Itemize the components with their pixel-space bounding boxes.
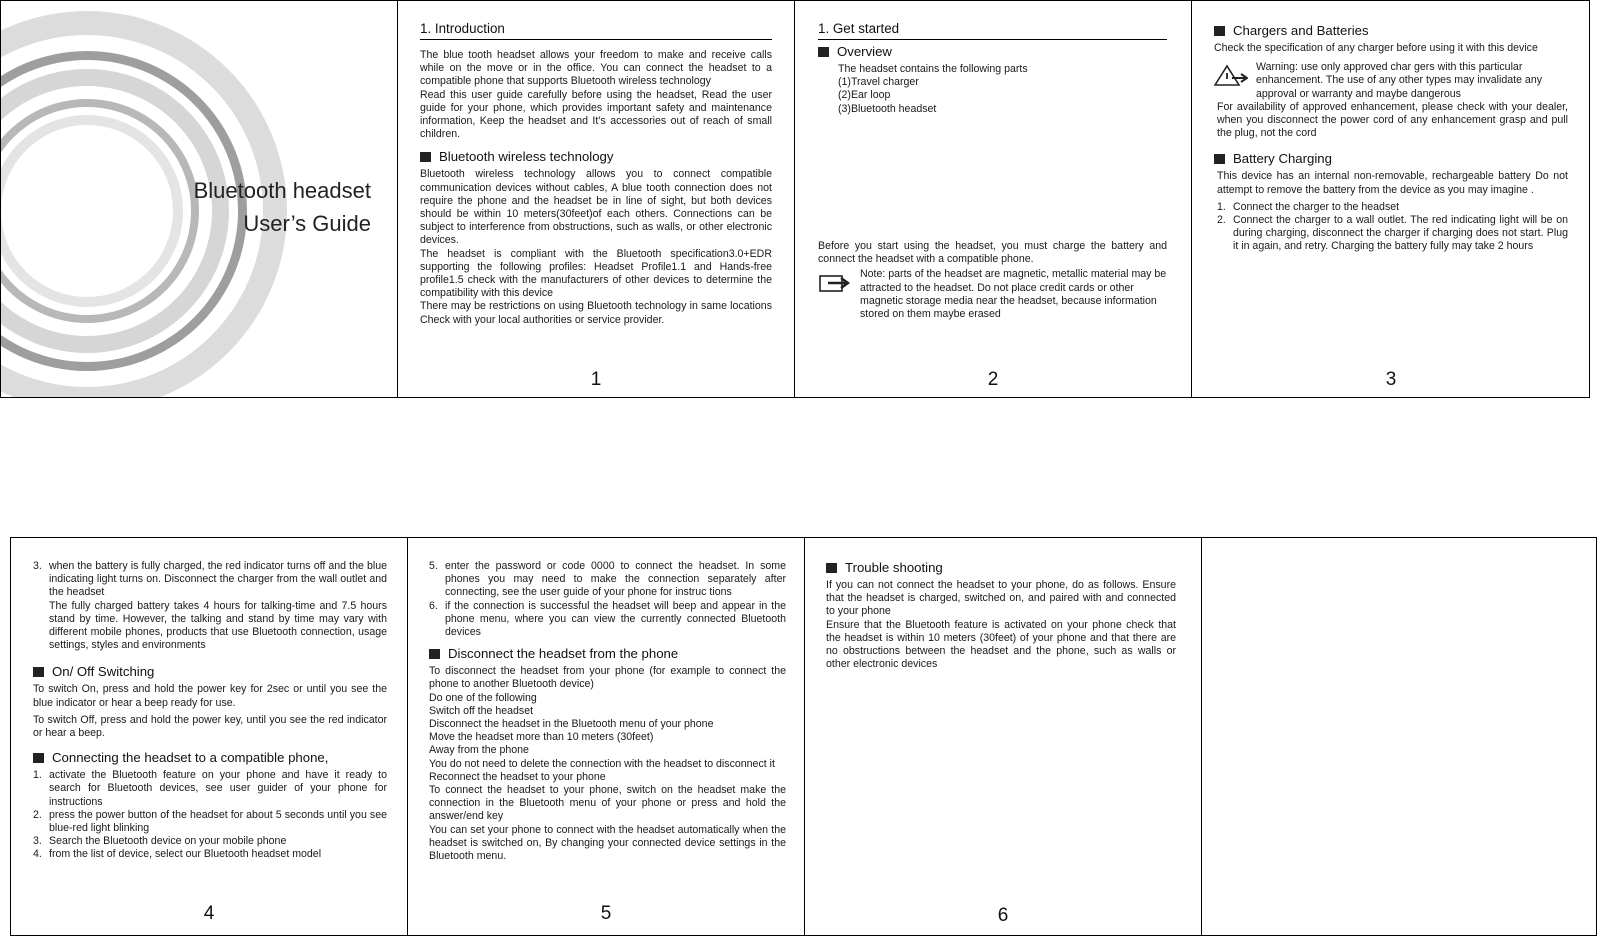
step-number: 4. bbox=[33, 848, 42, 861]
paragraph: Reconnect the headset to your phone bbox=[429, 770, 606, 783]
square-bullet-icon bbox=[33, 667, 44, 677]
note-icon bbox=[818, 270, 852, 296]
step-number: 5. bbox=[429, 560, 438, 572]
list-item bbox=[33, 848, 387, 861]
warning-text: Warning: use only approved char gers with this particular enhancement. The use of any other types may invalidate any approval or warranty and maybe dangerous bbox=[1256, 61, 1543, 100]
note-callout bbox=[818, 268, 1167, 321]
page-number: 1 bbox=[590, 369, 602, 390]
section-title: Disconnect the headset from the phone bbox=[448, 646, 679, 662]
list-item: (2)Ear loop bbox=[838, 89, 891, 102]
note-text: Note: parts of the headset are magnetic, metallic material may be attracted to the headset. Do not place credit cards or other magnetic storage media near the headset, because information stored on them maybe erased bbox=[860, 268, 1167, 321]
step-number: 1. bbox=[33, 769, 42, 782]
paragraph: Do one of the following bbox=[429, 691, 537, 704]
list-item bbox=[33, 769, 387, 809]
page-4 bbox=[11, 538, 407, 935]
page-number: 2 bbox=[987, 369, 999, 390]
paragraph: You do not need to delete the connection with the headset to disconnect it bbox=[429, 757, 775, 770]
warning-icon bbox=[1214, 63, 1248, 89]
step-text: Search the Bluetooth device on your mobile phone bbox=[49, 835, 287, 848]
paragraph: Away from the phone bbox=[429, 744, 529, 757]
section-heading bbox=[826, 560, 1176, 576]
paragraph: There may be restrictions on using Bluetooth technology in same locations Check with your local authorities or service provider. bbox=[420, 300, 772, 326]
list-item bbox=[1217, 201, 1568, 214]
paragraph: Bluetooth wireless technology allows you to connect compatible communication devices without cables, A blue tooth connection does not require the phone and the headset be in line of sight, but both devices should be within 10 meters(30feet)of each others. Connections can be subject to interference from obstructions, such as walls, or other electronic devices. bbox=[420, 168, 772, 247]
bottom-sheet bbox=[10, 537, 1597, 936]
paragraph: To disconnect the headset from your phone (for example to connect the phone to another Bluetooth device) bbox=[429, 665, 786, 691]
section-title: Battery Charging bbox=[1233, 151, 1332, 167]
paragraph: If you can not connect the headset to your phone, do as follows. Ensure that the headset is charged, switched on, and paired with and connected to your phone bbox=[826, 579, 1176, 618]
section-heading bbox=[429, 646, 786, 662]
step-text: Connect the charger to the headset bbox=[1233, 200, 1400, 213]
list-item: (1)Travel charger bbox=[838, 76, 919, 89]
square-bullet-icon bbox=[420, 152, 431, 162]
step-number: 3. bbox=[33, 835, 42, 848]
blank-panel bbox=[1202, 538, 1597, 935]
list-item bbox=[33, 560, 387, 600]
list-item bbox=[33, 835, 387, 848]
paragraph: The headset is compliant with the Bluetooth specification3.0+EDR supporting the following profiles: Headset Profile1.1 and Hands-free profile1.5 check with the manufacturers of other devices to determine the compatibility with this device bbox=[420, 247, 772, 300]
list-item bbox=[429, 560, 786, 600]
paragraph: Move the headset more than 10 meters (30feet) bbox=[429, 731, 654, 744]
cover-panel bbox=[1, 1, 397, 397]
page-3 bbox=[1192, 1, 1590, 397]
page-number: 5 bbox=[600, 903, 612, 924]
section-heading bbox=[1214, 23, 1568, 39]
list-item: (3)Bluetooth headset bbox=[838, 102, 937, 115]
square-bullet-icon bbox=[826, 563, 837, 573]
step-text: enter the password or code 0000 to connect the headset. In some phones you may need to make the connection separately after connecting, see the user guide of your phone for instruc tions bbox=[445, 560, 786, 599]
square-bullet-icon bbox=[818, 47, 829, 57]
cover-title-line1: Bluetooth headset bbox=[193, 178, 371, 203]
cover-title-line2: User’s Guide bbox=[243, 211, 371, 236]
paragraph: The fully charged battery takes 4 hours for talking-time and 7.5 hours stand by time. However, the talking and stand by time may vary with different mobile phones, products that use Bluetooth connection, usage settings, styles and environments bbox=[49, 599, 387, 652]
section-title: Bluetooth wireless technology bbox=[439, 149, 614, 165]
section-heading bbox=[33, 664, 387, 680]
page-6 bbox=[805, 538, 1201, 935]
list-item bbox=[1217, 214, 1568, 254]
page-2 bbox=[795, 1, 1191, 397]
section-title: On/ Off Switching bbox=[52, 664, 155, 680]
section-title: Trouble shooting bbox=[845, 560, 943, 575]
paragraph: To switch Off, press and hold the power key, until you see the red indicator or hear a beep. bbox=[33, 713, 387, 740]
paragraph: For availability of approved enhancement, please check with your dealer, when you disconnect the power cord of any enhancement grasp and pull the plug, not the cord bbox=[1217, 100, 1568, 140]
step-text: Connect the charger to a wall outlet. The red indicating light will be on during charging, disconnect the charger if charging does not start. Plug it in again, and retry. Charging the battery fully may take 2 hours bbox=[1233, 214, 1568, 253]
list-item bbox=[429, 600, 786, 640]
paragraph: To connect the headset to your phone, switch on the headset make the connection in the Bluetooth menu of your phone or press and hold the answer/end key bbox=[429, 784, 786, 823]
square-bullet-icon bbox=[1214, 26, 1225, 36]
step-text: press the power button of the headset for about 5 seconds until you see blue-red light blinking bbox=[49, 808, 387, 835]
step-text: from the list of device, select our Bluetooth headset model bbox=[49, 848, 322, 861]
square-bullet-icon bbox=[429, 649, 440, 659]
section-title: Connecting the headset to a compatible phone, bbox=[52, 750, 329, 766]
square-bullet-icon bbox=[33, 753, 44, 763]
paragraph: This device has an internal non-removable, rechargeable battery Do not attempt to remove the battery from the device as you may imagine . bbox=[1217, 170, 1568, 196]
paragraph: Ensure that the Bluetooth feature is activated on your phone check that the headset is within 10 meters (30feet) of your phone and that there are no obstructions between the headset and the phone, such as walls or other electronic devices bbox=[826, 618, 1176, 671]
page-heading: 1. Get started bbox=[818, 21, 1167, 40]
square-bullet-icon bbox=[1214, 154, 1225, 164]
paragraph: Switch off the headset bbox=[429, 704, 534, 717]
paragraph: You can set your phone to connect with the headset automatically when the headset is switched on, By changing your connected device settings in the Bluetooth menu. bbox=[429, 823, 786, 863]
page-number: 6 bbox=[997, 905, 1009, 926]
step-number: 2. bbox=[1217, 214, 1226, 227]
step-text: when the battery is fully charged, the red indicator turns off and the blue indicating light turns on. Disconnect the charger from the wall outlet and the headset bbox=[49, 560, 387, 599]
step-text: activate the Bluetooth feature on your phone and have it ready to search for Bluetooth devices, see user guider of your phone for instructions bbox=[49, 769, 387, 808]
paragraph: The headset contains the following parts bbox=[838, 63, 1028, 75]
section-heading bbox=[420, 149, 772, 165]
paragraph: Disconnect the headset in the Bluetooth menu of your phone bbox=[429, 718, 714, 731]
step-text: if the connection is successful the headset will beep and appear in the phone menu, where you can view the currently connected Bluetooth devices bbox=[445, 599, 786, 639]
step-number: 2. bbox=[33, 808, 42, 821]
paragraph: Before you start using the headset, you must charge the battery and connect the headset with a compatible phone. bbox=[818, 240, 1167, 266]
top-sheet bbox=[0, 0, 1590, 398]
page-number: 4 bbox=[203, 903, 215, 924]
section-title: Chargers and Batteries bbox=[1233, 23, 1369, 38]
page-number: 3 bbox=[1385, 369, 1397, 390]
paragraph: Check the specification of any charger before using it with this device bbox=[1214, 42, 1538, 54]
section-heading bbox=[818, 44, 1167, 60]
list-item bbox=[33, 809, 387, 835]
page-5 bbox=[408, 538, 804, 935]
paragraph: Read this user guide carefully before using the headset, Read the user guide for your phone, which provides important safety and maintenance information, Keep the headset and It’s accessories out of reach of small children. bbox=[420, 88, 772, 141]
page-heading: 1. Introduction bbox=[420, 21, 772, 40]
paragraph: To switch On, press and hold the power key for 2sec or until you see the blue indicator or hear a beep ready for use. bbox=[33, 683, 387, 709]
step-number: 3. bbox=[33, 560, 42, 572]
step-number: 6. bbox=[429, 599, 438, 612]
paragraph: The blue tooth headset allows your freedom to make and receive calls while on the move or in the office. You can connect the headset to a compatible phone that supports Bluetooth wireless technology bbox=[420, 49, 772, 88]
step-number: 1. bbox=[1217, 200, 1226, 213]
section-heading bbox=[33, 750, 387, 766]
warning-callout bbox=[1214, 61, 1568, 101]
section-title: Overview bbox=[837, 44, 892, 59]
page-1 bbox=[398, 1, 794, 397]
section-heading bbox=[1214, 151, 1568, 167]
